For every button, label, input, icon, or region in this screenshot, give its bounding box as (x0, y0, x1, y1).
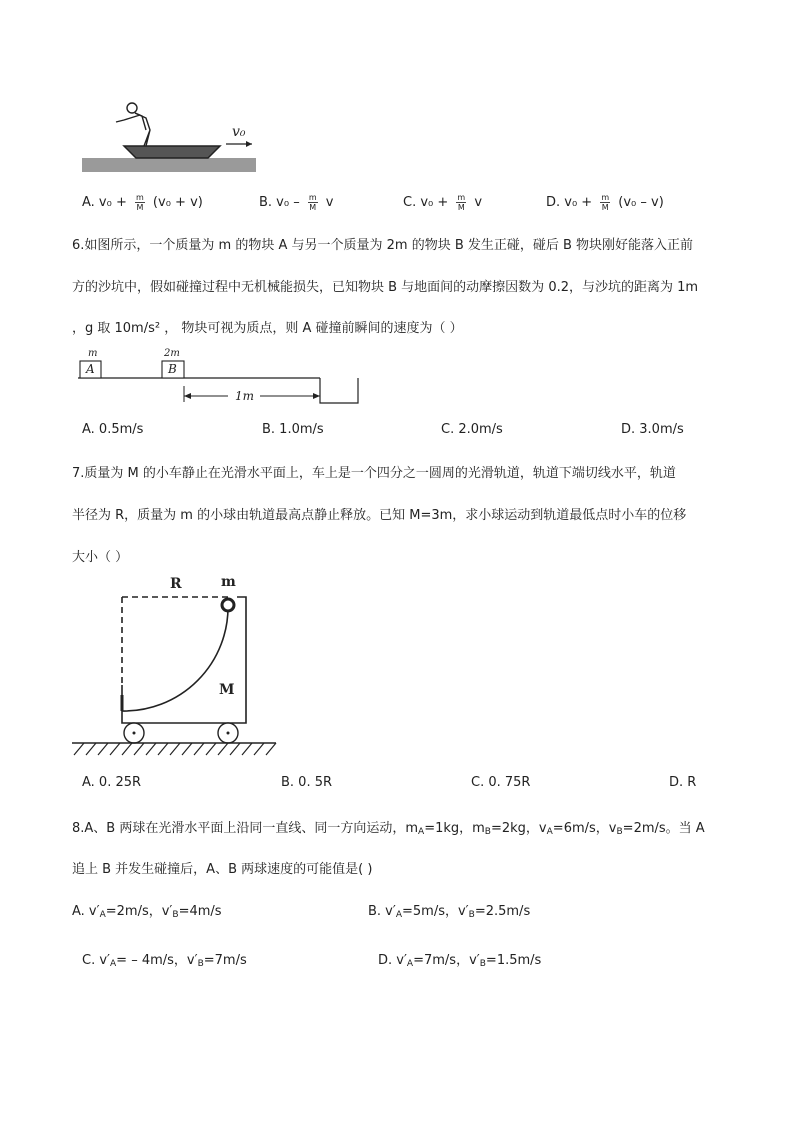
q7-option-b[interactable]: B. 0. 5R (281, 775, 333, 790)
v0-label: v₀ (232, 124, 246, 140)
q6-option-d[interactable]: D. 3.0m/s (621, 422, 684, 437)
block-b-mass: 2m (164, 348, 180, 359)
q6-text-line3: ，g 取 10m/s² ， 物块可视为质点，则 A 碰撞前瞬间的速度为（ ） (72, 321, 463, 336)
blocks-figure (78, 348, 368, 408)
q6-option-a[interactable]: A. 0.5m/s (82, 422, 144, 437)
q8-text-line1: 8.A、B 两球在光滑水平面上沿同一直线、同一方向运动，$m_A=1kg$，$m_B=2kg$，$v_A=6m/s$，$v_B=2m/s$。当 A (72, 821, 705, 837)
cart-mass-label: M (219, 682, 235, 698)
cart-figure (70, 575, 282, 765)
q6-option-b[interactable]: B. 1.0m/s (262, 422, 324, 437)
radius-label: R (170, 576, 182, 592)
q5-option-a[interactable]: A. v₀ + $\frac{m}{M}$ (v₀ + v) (82, 193, 203, 212)
q6-option-c[interactable]: C. 2.0m/s (441, 422, 503, 437)
q8-option-a[interactable]: A. $v'_A=2m/s$，$v'_B=4m/s$ (72, 904, 222, 920)
person-icon (116, 103, 150, 146)
ground-strip (82, 158, 256, 172)
distance-label: 1m (235, 389, 255, 403)
q5-option-b[interactable]: B. v₀ – $\frac{m}{M}$ v (259, 193, 334, 212)
boat-hull (124, 146, 220, 158)
q7-option-d[interactable]: D. R (669, 775, 697, 790)
q8-option-c[interactable]: C. $v'_A= - 4m/s$，$v'_B=7m/s$ (82, 953, 247, 969)
q7-option-a[interactable]: A. 0. 25R (82, 775, 142, 790)
q7-text-line1: 7.质量为 M 的小车静止在光滑水平面上，车上是一个四分之一圆周的光滑轨道，轨道下端切线水平，轨道 (72, 466, 676, 481)
block-a-mass: m (88, 348, 98, 359)
q8-option-b[interactable]: B. $v'_A=5m/s$，$v'_B=2.5m/s$ (368, 904, 531, 920)
ball (222, 599, 234, 611)
q8-option-d[interactable]: D. $v'_A=7m/s$，$v'_B=1.5m/s$ (378, 953, 542, 969)
q6-text-line2: 方的沙坑中，假如碰撞过程中无机械能损失，已知物块 B 与地面间的动摩擦因数为 0.2，与沙坑的距离为 1m (72, 280, 699, 295)
q6-text-line1: 6.如图所示，一个质量为 m 的物块 A 与另一个质量为 2m 的物块 B 发生正碰，碰后 B 物块刚好能落入正前 (72, 238, 694, 253)
q7-text-line2: 半径为 R，质量为 m 的小球由轨道最高点静止释放。已知 M=3m，求小球运动到轨道最低点时小车的位移 (72, 508, 687, 523)
ground-hatching (74, 743, 276, 755)
block-a-label: A (86, 362, 95, 376)
q7-option-c[interactable]: C. 0. 75R (471, 775, 531, 790)
ball-mass-label: m (221, 574, 236, 590)
quarter-arc-track (122, 605, 228, 711)
q5-option-d[interactable]: D. v₀ + $\frac{m}{M}$ (v₀ – v) (546, 193, 664, 212)
q5-option-c[interactable]: C. v₀ + $\frac{m}{M}$ v (403, 193, 483, 212)
sand-pit (320, 378, 358, 403)
q8-text-line2: 追上 B 并发生碰撞后，A、B 两球速度的可能值是( ) (72, 862, 373, 877)
q7-text-line3: 大小（ ） (72, 550, 129, 565)
block-b-label: B (168, 362, 177, 376)
